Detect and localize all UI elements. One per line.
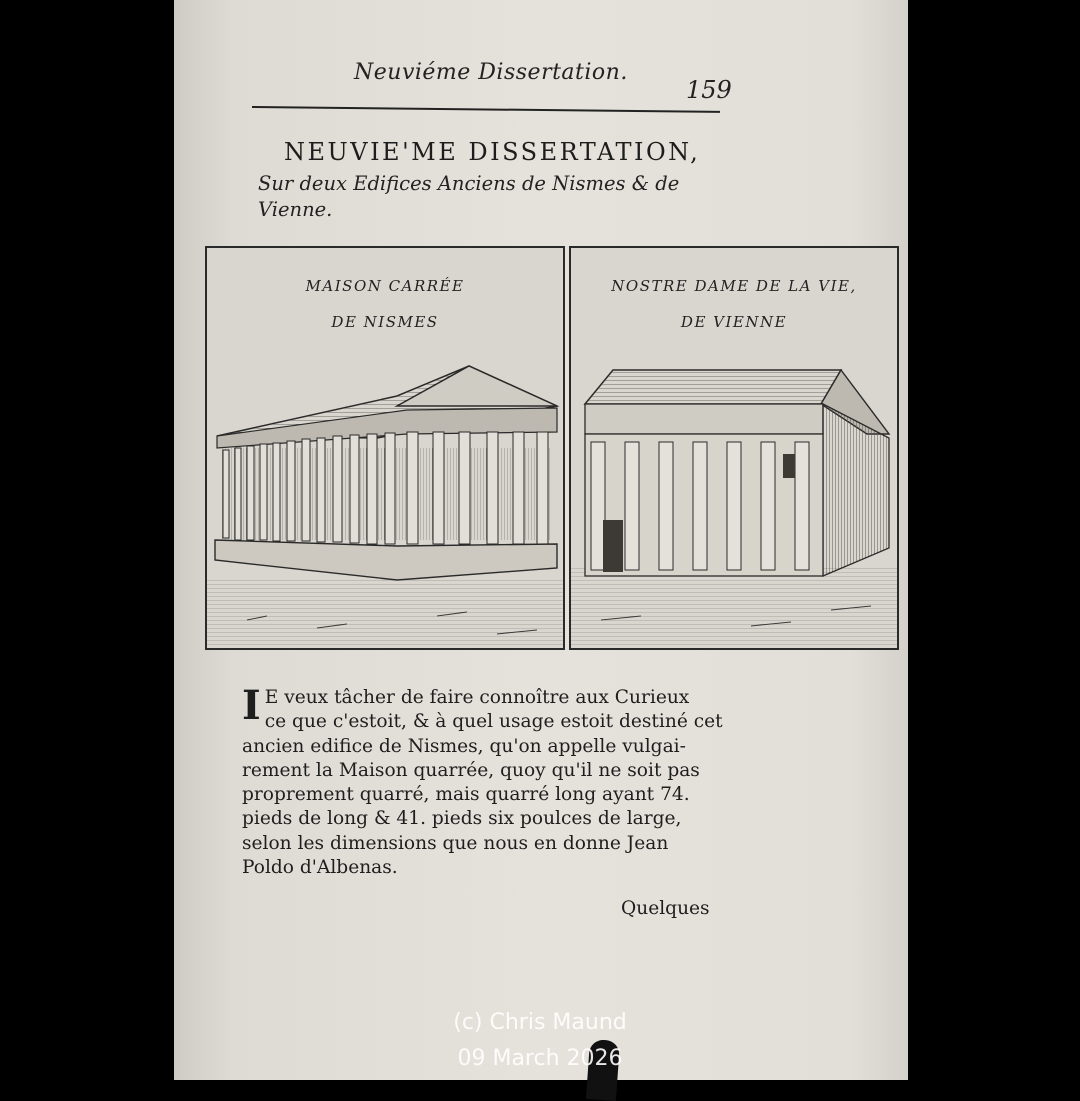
body-line: rement la Maison quarrée, quoy qu'il ne soit pas: [242, 759, 700, 781]
header-rule: [252, 106, 720, 113]
chapter-title: NEUVIE'ME DISSERTATION,: [284, 138, 701, 166]
watermark-copyright: (c) Chris Maund: [453, 1010, 627, 1035]
body-paragraph: [242, 682, 723, 880]
drop-cap: I: [242, 682, 261, 729]
engraving-maison-carree: [205, 246, 565, 650]
running-head: Neuviéme Dissertation.: [354, 60, 628, 85]
body-line: E veux tâcher de faire connoître aux Curieux: [264, 687, 690, 708]
body-line: ce que c'estoit, & à quel usage estoit destiné cet: [264, 711, 723, 733]
body-line: pieds de long & 41. pieds six poulces de large,: [242, 808, 682, 830]
body-line: selon les dimensions que nous en donne Jean: [242, 832, 669, 854]
plate-caption-left-1: MAISON CARRÉE: [305, 277, 465, 295]
body-line: ancien edifice de Nismes, qu'on appelle vulgai-: [242, 735, 686, 757]
plate-caption-right-1: NOSTRE DAME DE LA VIE,: [611, 277, 857, 295]
page-number: 159: [686, 76, 732, 104]
body-line: proprement quarré, mais quarré long ayant 74.: [242, 784, 690, 806]
subtitle-line-1: Sur deux Edifices Anciens de Nismes & de: [258, 172, 680, 195]
catchword: Quelques: [621, 898, 710, 919]
body-line: Poldo d'Albenas.: [242, 857, 398, 879]
plate-caption-left-2: DE NISMES: [331, 313, 439, 331]
subtitle-line-2: Vienne.: [258, 198, 333, 221]
chapter-subtitle: [258, 171, 728, 223]
book-page: [174, 0, 908, 1080]
plate-caption-right-2: DE VIENNE: [680, 313, 788, 331]
watermark-date: 09 March 2026: [457, 1046, 623, 1071]
engraving-nostre-dame: [569, 246, 899, 650]
